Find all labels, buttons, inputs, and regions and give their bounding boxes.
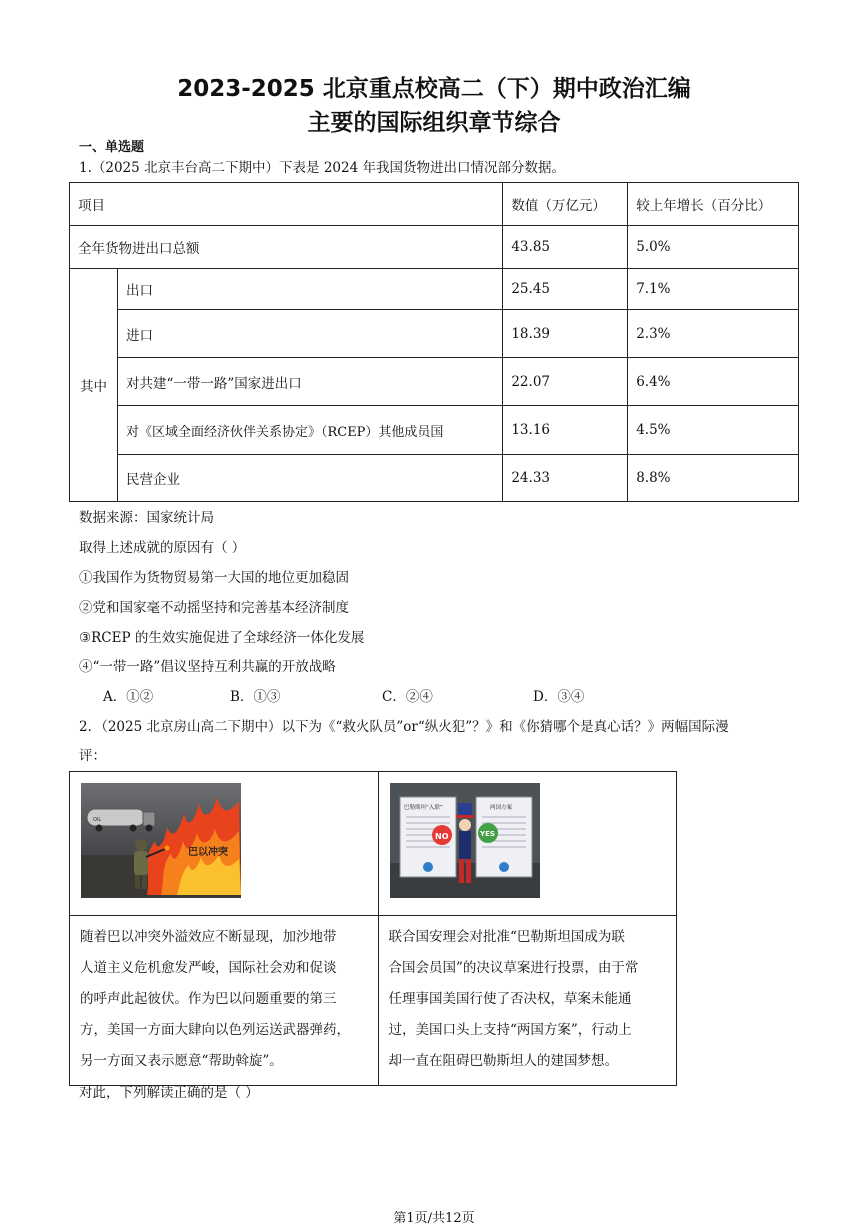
table-header-row: [70, 183, 799, 226]
row-growth: 8.8%: [628, 455, 799, 502]
page-title: 2023-2025 北京重点校高二（下）期中政治汇编: [177, 76, 691, 102]
svg-text:NO: NO: [434, 832, 448, 841]
row-value: 13.16: [503, 406, 628, 455]
data-source: 数据来源：国家统计局: [79, 510, 214, 526]
cartoon-image-firefighter-arsonist: [81, 783, 241, 898]
row-value: 22.07: [503, 358, 628, 406]
row-label: 对共建“一带一路”国家进出口: [117, 358, 502, 406]
description-line: 联合国安理会对批准“巴勒斯坦国成为联: [388, 929, 625, 945]
option-a[interactable]: A．①②: [103, 689, 154, 705]
description-line: 合国会员国”的决议草案进行投票，由于常: [388, 960, 639, 976]
row-label: 全年货物进出口总额: [70, 226, 503, 269]
statement-4: ④“一带一路”倡议坚持互利共赢的开放战略: [79, 659, 336, 675]
description-line: 的呼声此起彼伏。作为巴以问题重要的第三: [80, 991, 337, 1007]
cartoon-caption-conflict: 巴以冲突: [188, 847, 228, 858]
option-d[interactable]: D．③④: [533, 689, 585, 705]
table-row: [70, 226, 799, 269]
table-row: [70, 269, 799, 310]
svg-text:两国方案: 两国方案: [489, 805, 512, 811]
header-cell-value: 数值（万亿元）: [503, 183, 628, 226]
table-row: [70, 455, 799, 502]
cartoon-2-description: [378, 916, 677, 1086]
statement-1: ①我国作为货物贸易第一大国的地位更加稳固: [79, 570, 349, 586]
row-value: 43.85: [503, 226, 628, 269]
description-line: 任理事国美国行使了否决权，草案未能通: [388, 991, 632, 1007]
table-row: [70, 310, 799, 358]
svg-text:OIL: OIL: [93, 817, 102, 823]
description-line: 过，美国口头上支持“两国方案”，行动上: [388, 1022, 632, 1038]
statement-3: ③RCEP 的生效实施促进了全球经济一体化发展: [79, 630, 365, 646]
statement-2: ②党和国家毫不动摇坚持和完善基本经济制度: [79, 600, 349, 616]
svg-text:巴勒斯坦“入联”: 巴勒斯坦“入联”: [403, 805, 443, 811]
q2-stem: 2．（2025 北京房山高二下期中）以下为《“救火队员”or“纵火犯”？》和《你猜哪个是真心话？》两幅国际漫: [79, 719, 729, 735]
table-row: [70, 406, 799, 455]
row-value: 24.33: [503, 455, 628, 502]
option-b[interactable]: B．①③: [230, 689, 281, 705]
description-line: 却一直在阻碍巴勒斯坦人的建国梦想。: [388, 1053, 618, 1069]
row-growth: 7.1%: [628, 269, 799, 310]
description-line: 随着巴以冲突外溢效应不断显现，加沙地带: [80, 929, 337, 945]
description-line: 另一方面又表示愿意“帮助斡旋”。: [80, 1053, 283, 1069]
cartoon-cell-1: [70, 772, 379, 916]
table-row: [70, 358, 799, 406]
cartoon-table: [69, 771, 677, 1086]
description-line: 人道主义危机愈发严峻，国际社会劝和促谈: [80, 960, 337, 976]
row-growth: 4.5%: [628, 406, 799, 455]
description-line: 方，美国一方面大肆向以色列运送武器弹药，: [80, 1022, 350, 1038]
row-label: 民营企业: [117, 455, 502, 502]
page-number: 第1页/共12页: [393, 1211, 475, 1226]
section-heading: 一、单选题: [79, 140, 145, 155]
option-c[interactable]: C．②④: [382, 689, 433, 705]
row-value: 25.45: [503, 269, 628, 310]
q2-question: 对此，下列解读正确的是（ ）: [79, 1085, 259, 1101]
q1-question: 取得上述成就的原因有（ ）: [79, 540, 246, 556]
row-label: 出口: [117, 269, 502, 310]
row-label: 进口: [117, 310, 502, 358]
q1-stem: 1.（2025 北京丰台高二下期中）下表是 2024 年我国货物进出口情况部分数据。: [79, 160, 565, 176]
cartoon-image-two-state-statements: [390, 783, 540, 898]
row-value: 18.39: [503, 310, 628, 358]
row-growth: 6.4%: [628, 358, 799, 406]
row-growth: 2.3%: [628, 310, 799, 358]
row-growth: 5.0%: [628, 226, 799, 269]
cartoon-1-description: [70, 916, 379, 1086]
header-cell-growth: 较上年增长（百分比）: [628, 183, 799, 226]
q2-stem-cont: 评：: [79, 748, 106, 764]
group-label: 其中: [70, 269, 118, 502]
page-subtitle: 主要的国际组织章节综合: [307, 110, 561, 136]
yes-sign-icon: [478, 823, 498, 843]
no-sign-icon: [432, 825, 452, 845]
cartoon-cell-2: [378, 772, 677, 916]
row-label: 对《区域全面经济伙伴关系协定》（RCEP）其他成员国: [117, 406, 502, 455]
svg-text:YES: YES: [479, 830, 495, 838]
trade-data-table: [69, 182, 799, 502]
header-cell-item: 项目: [70, 183, 503, 226]
